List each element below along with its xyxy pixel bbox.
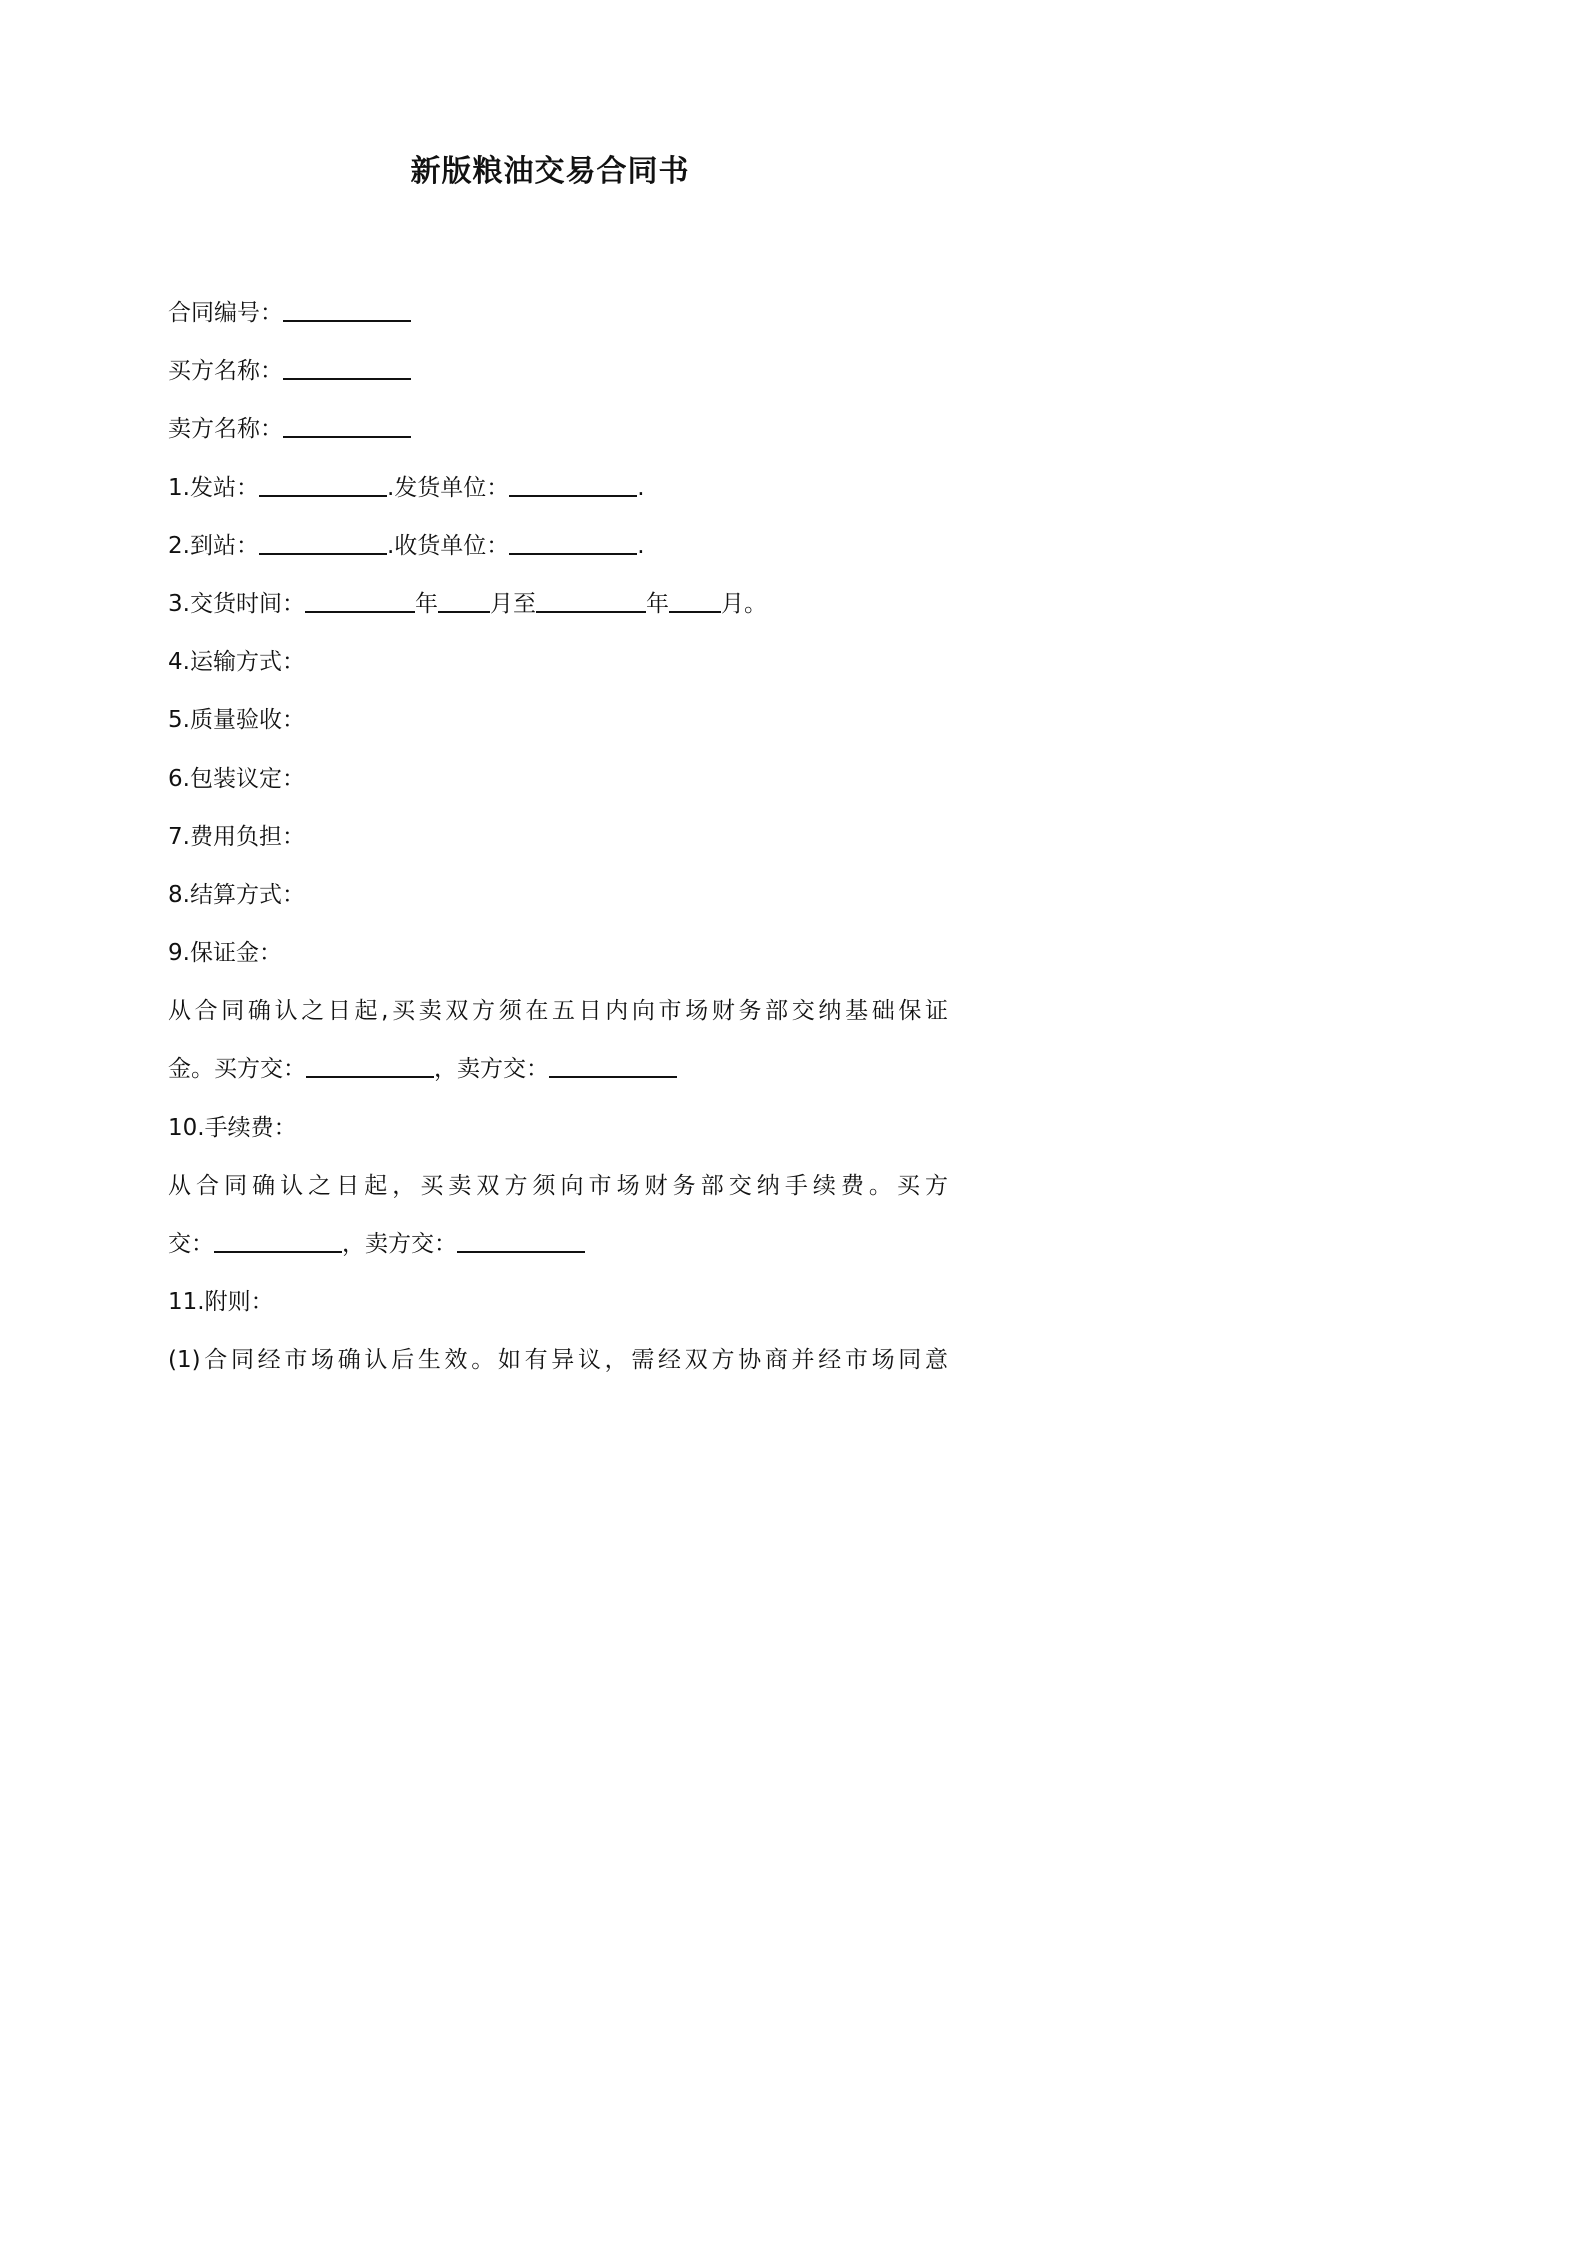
deposit-seller-blank xyxy=(549,1050,677,1078)
item-1-row xyxy=(168,459,948,517)
contract-number-blank xyxy=(283,294,411,322)
document-page xyxy=(0,0,1100,1556)
buyer-name-blank xyxy=(283,352,411,380)
item-9-deposit: 9.保证金： xyxy=(168,940,282,967)
end-year-unit: 年 xyxy=(645,590,669,617)
document-body xyxy=(168,284,948,1390)
fee-seller-label: ，卖方交： xyxy=(342,1231,457,1257)
document-title: 新版粮油交易合同书 xyxy=(410,154,690,189)
deposit-buyer-label: 金。买方交： xyxy=(168,1056,306,1083)
shipper-blank xyxy=(509,469,637,497)
fee-seller-blank xyxy=(457,1225,585,1253)
item-5-quality: 5.质量验收： xyxy=(168,707,305,734)
start-month-unit: 月至 xyxy=(489,590,536,617)
buyer-name-label: 买方名称： xyxy=(168,358,283,385)
contract-number-label: 合同编号： xyxy=(168,300,283,326)
fee-buyer-blank xyxy=(214,1225,342,1253)
departure-station-blank xyxy=(259,469,387,497)
item-2-period: . xyxy=(637,532,645,559)
seller-name-label: 卖方名称： xyxy=(168,416,283,443)
end-year-blank xyxy=(536,585,646,613)
item-2-row xyxy=(168,517,948,575)
consignee-blank xyxy=(509,527,637,555)
item-6-packaging: 6.包装议定： xyxy=(168,765,305,792)
item-11-appendix: 11.附则： xyxy=(168,1289,274,1316)
deposit-paragraph-line-1: 从合同确认之日起,买卖双方须在五日内向市场财务部交纳基础保证 xyxy=(168,998,948,1025)
start-year-blank xyxy=(305,585,415,613)
item-3-row xyxy=(168,575,948,633)
start-year-unit: 年 xyxy=(414,590,438,617)
seller-name-row xyxy=(168,400,948,458)
item-1-period: . xyxy=(637,474,645,501)
buyer-name-row xyxy=(168,342,948,400)
departure-station-label: 1.发站： xyxy=(168,474,259,501)
deposit-paragraph-line-2 xyxy=(168,1040,948,1098)
fee-paragraph-line-1: 从合同确认之日起，买卖双方须向市场财务部交纳手续费。买方 xyxy=(168,1172,948,1199)
consignee-label: .收货单位： xyxy=(386,532,510,559)
seller-name-blank xyxy=(283,410,411,438)
appendix-clause-1: (1)合同经市场确认后生效。如有异议，需经双方协商并经市场同意 xyxy=(168,1347,948,1374)
deposit-buyer-blank xyxy=(306,1050,434,1078)
deposit-seller-label: ，卖方交： xyxy=(434,1056,549,1083)
fee-buyer-label: 交： xyxy=(168,1231,214,1257)
item-4-transport: 4.运输方式： xyxy=(168,649,305,676)
item-7-costs: 7.费用负担： xyxy=(168,823,305,850)
contract-number-row xyxy=(168,284,948,342)
item-10-fee: 10.手续费： xyxy=(168,1114,297,1141)
arrival-station-label: 2.到站： xyxy=(168,532,259,559)
start-month-blank xyxy=(438,585,490,613)
delivery-time-label: 3.交货时间： xyxy=(168,590,305,617)
item-8-settlement: 8.结算方式： xyxy=(168,881,305,908)
arrival-station-blank xyxy=(259,527,387,555)
fee-paragraph-line-2 xyxy=(168,1215,948,1273)
end-month-blank xyxy=(669,585,721,613)
end-month-unit: 月。 xyxy=(720,590,767,617)
shipper-label: .发货单位： xyxy=(386,474,510,501)
